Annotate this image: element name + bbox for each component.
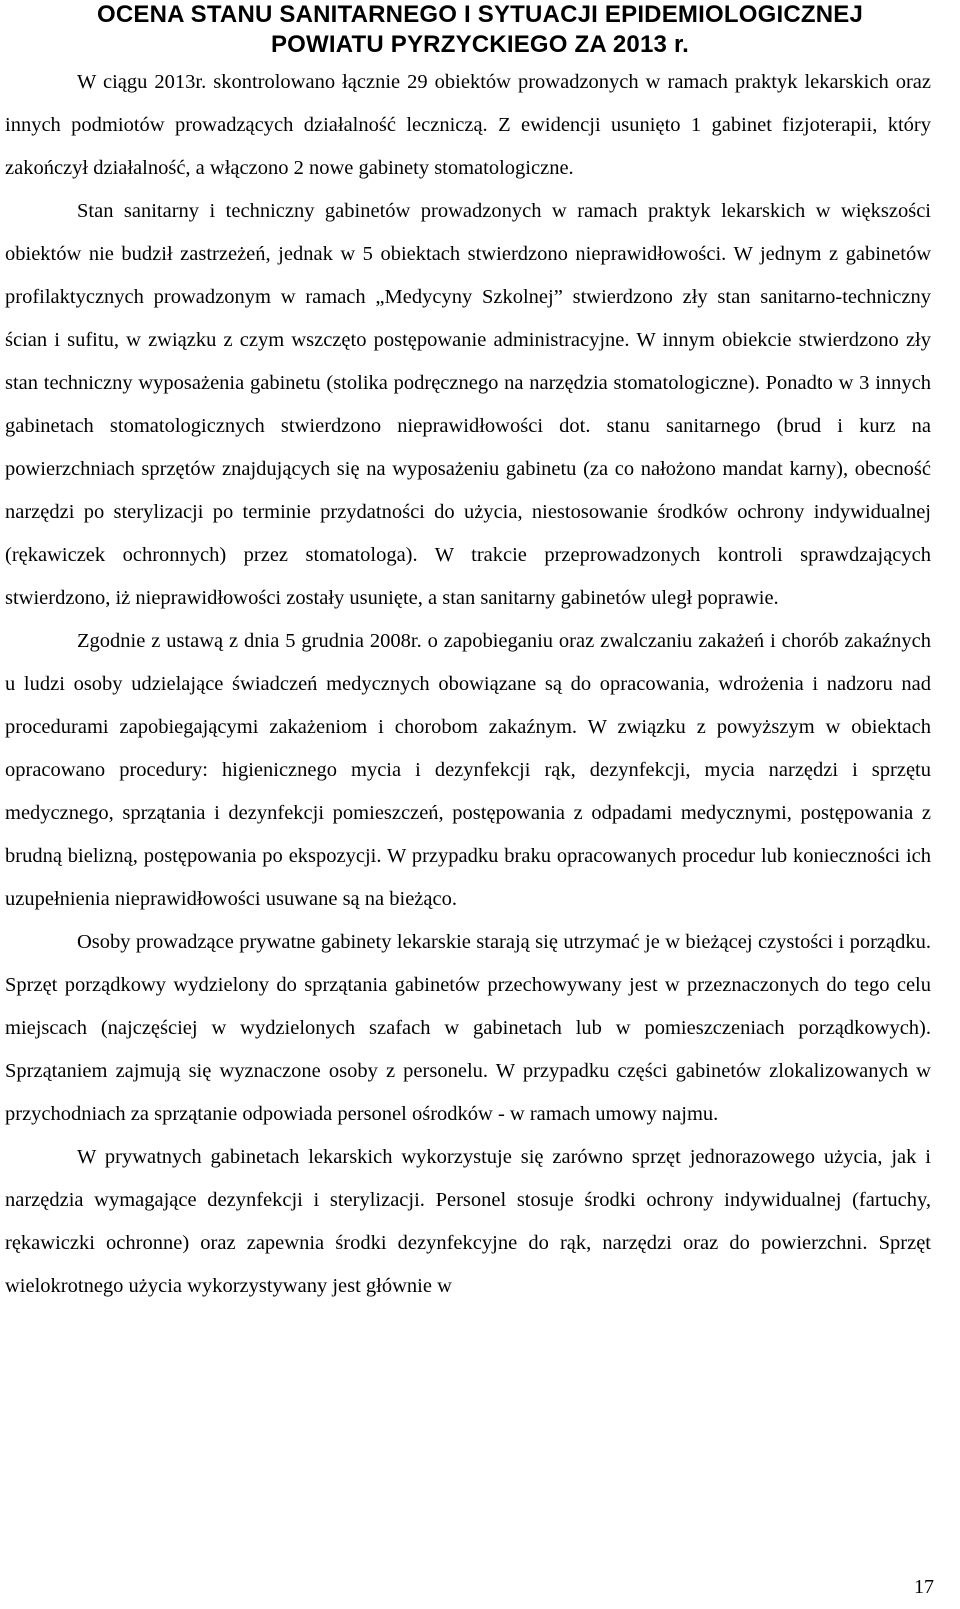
paragraph-procedures: Zgodnie z ustawą z dnia 5 grudnia 2008r. o zapobieganiu oraz zwalczaniu zakażeń i chorób zakaźnych u ludzi osoby udzielające świadczeń medycznych obowiązane są do opracowania, wdrożenia i nadzoru nad procedurami zapobiegającymi zakażeniom i chorobom zakaźnym. W związku z powyższym w obiektach opracowano procedury: higienicznego mycia i dezynfekcji rąk, dezynfekcji, mycia narzędzi i sprzętu medycznego, sprzątania i dezynfekcji pomieszczeń, postępowania z odpadami medycznymi, postępowania z brudną bielizną, postępowania po ekspozycji. W przypadku braku opracowanych procedur lub konieczności ich uzupełnienia nieprawidłowości usuwane są na bieżąco. (5, 630, 931, 910)
header-title-line-1: OCENA STANU SANITARNEGO I SYTUACJI EPIDEMIOLOGICZNEJ (96, 1, 863, 28)
paragraph-cleaning: Osoby prowadzące prywatne gabinety lekarskie starają się utrzymać je w bieżącej czystości i porządku. Sprzęt porządkowy wydzielony do sprzątania gabinetów przechowywany jest w przeznaczonych do tego celu miejscach (najczęściej w wydzielonych szafach w gabinetach lub w pomieszczeniach porządkowych). Sprzątaniem zajmują się wyznaczone osoby z personelu. W przypadku części gabinetów zlokalizowanych w przychodniach za sprzątanie odpowiada personel ośrodków - w ramach umowy najmu. (5, 931, 931, 1125)
page-number: 17 (914, 1576, 934, 1598)
header-title-line-2: POWIATU PYRZYCKIEGO ZA 2013 r. (270, 31, 690, 58)
document-header (0, 0, 960, 60)
paragraph-equipment: W prywatnych gabinetach lekarskich wykorzystuje się zarówno sprzęt jednorazowego użycia, jak i narzędzia wymagające dezynfekcji i sterylizacji. Personel stosuje środki ochrony indywidualnej (fartuchy, rękawiczki ochronne) oraz zapewnia środki dezynfekcyjne do rąk, narzędzi oraz do powierzchni. Sprzęt wielokrotnego użycia wykorzystywany jest głównie w (5, 1146, 931, 1297)
paragraph-sanitary-state: Stan sanitarny i techniczny gabinetów prowadzonych w ramach praktyk lekarskich w większości obiektów nie budził zastrzeżeń, jednak w 5 obiektach stwierdzono nieprawidłowości. W jednym z gabinetów profilaktycznych prowadzonym w ramach „Medycyny Szkolnej” stwierdzono zły stan sanitarno-techniczny ścian i sufitu, w związku z czym wszczęto postępowanie administracyjne. W innym obiekcie stwierdzono zły stan techniczny wyposażenia gabinetu (stolika podręcznego na narzędzia stomatologiczne). Ponadto w 3 innych gabinetach stomatologicznych stwierdzono nieprawidłowości dot. stanu sanitarnego (brud i kurz na powierzchniach sprzętów znajdujących się na wyposażeniu gabinetu (za co nałożono mandat karny), obecność narzędzi po sterylizacji po terminie przydatności do użycia, niestosowanie środków ochrony indywidualnej (rękawiczek ochronnych) przez stomatologa). W trakcie przeprowadzonych kontroli sprawdzających stwierdzono, iż nieprawidłowości zostały usunięte, a stan sanitarny gabinetów uległ poprawie. (5, 200, 931, 609)
document-body (5, 61, 931, 1308)
paragraph-inspections-summary: W ciągu 2013r. skontrolowano łącznie 29 obiektów prowadzonych w ramach praktyk lekarskich oraz innych podmiotów prowadzących działalność leczniczą. Z ewidencji usunięto 1 gabinet fizjoterapii, który zakończył działalność, a włączono 2 nowe gabinety stomatologiczne. (5, 71, 931, 179)
